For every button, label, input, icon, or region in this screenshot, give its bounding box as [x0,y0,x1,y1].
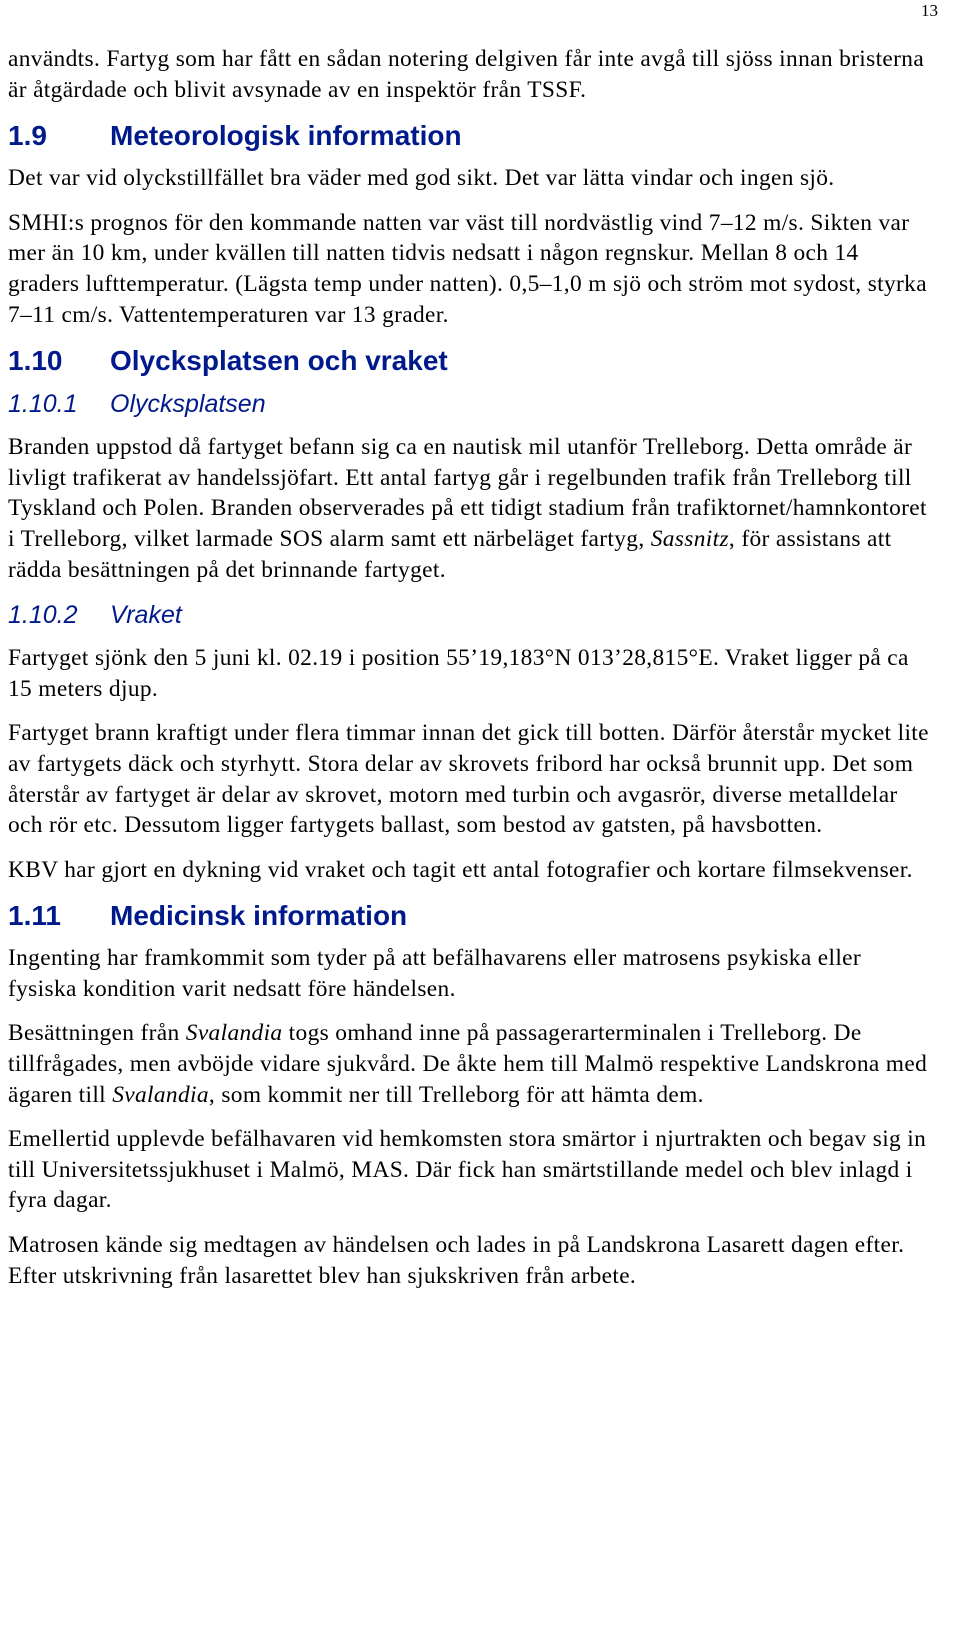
section-heading-1-10 [8,344,933,378]
section-title: Medicinsk information [110,900,408,932]
paragraph: Det var vid olyckstillfället bra väder med god sikt. Det var lätta vindar och ingen sjö. [8,165,835,192]
text-run: Branden uppstod då fartyget befann sig ca en nautisk mil utanför Trelleborg. Detta område är livligt trafikerat av handelssjöfart. Ett antal fartyg går i regelbunden trafik från Trelleborg till Tyskland och Polen. Branden observerades på ett tidigt stadium från trafiktornet/hamnkontoret i Trelleborg, vilket larmade SOS alarm samt ett närbeläget fartyg, [8,434,927,552]
ship-name: Svalandia [112,1081,209,1108]
ship-name: Svalandia [185,1020,283,1047]
paragraph [8,432,933,585]
text-run: togs omhand inne på passagerarterminalen i Trelleborg. De tillfrågades, men avböjde vidare sjukvård. De åkte hem till Malmö respektive Landskrona med ägaren till [8,1020,928,1108]
intro-paragraph: användts. Fartyg som har fått en sådan notering delgiven får inte avgå till sjöss innan bristerna är åtgärdade och blivit avsynade av en inspektör från TSSF. [8,46,925,103]
text-run: Besättningen från [8,1020,186,1047]
paragraph: Emellertid upplevde befälhavaren vid hemkomsten stora smärtor i njurtrakten och begav sig in till Universitetssjukhuset i Malmö, MAS. Där fick han smärtstillande medel och blev inlagd i fyra dagar. [8,1126,927,1214]
section-number: 1.10 [8,345,63,377]
section-title: Meteorologisk information [110,120,462,152]
paragraph: KBV har gjort en dykning vid vraket och tagit ett antal fotografier och kortare filmsekvenser. [8,856,913,883]
section-number: 1.11 [8,900,61,932]
section-heading-1-11 [8,899,933,933]
section-heading-1-9 [8,119,933,153]
text-run: , för assistans att rädda besättningen på det brinnande fartyget. [8,525,892,583]
paragraph [8,1018,933,1110]
paragraph: Fartyget brann kraftigt under flera timmar innan det gick till botten. Därför återstår mycket lite av fartygets däck och styrhytt. Stora delar av skrovets fribord har också brunnit upp. Det som återstår av fartyget är delar av skrovet, motorn med turbin och avgasrör, diverse metalldelar och rör etc. Dessutom ligger fartygets ballast, som bestod av gatsten, på havsbotten. [8,720,929,839]
subsection-title: Olycksplatsen [110,390,266,419]
subsection-title: Vraket [110,601,182,630]
paragraph: Ingenting har framkommit som tyder på att befälhavarens eller matrosens psykiska eller fysiska kondition varit nedsatt före händelsen. [8,945,862,1002]
section-number: 1.9 [8,120,47,152]
text-run: , som kommit ner till Trelleborg för att hämta dem. [208,1081,704,1108]
ship-name: Sassnitz [650,525,729,552]
page-number: 13 [921,1,938,20]
document-body [8,44,933,1305]
subsection-heading-1-10-1 [8,388,933,420]
paragraph: Matrosen kände sig medtagen av händelsen och lades in på Landskrona Lasarett dagen efter. Efter utskrivning från lasarettet blev han sjukskriven från arbete. [8,1232,905,1289]
subsection-number: 1.10.1 [8,390,78,419]
subsection-heading-1-10-2 [8,599,933,631]
paragraph: Fartyget sjönk den 5 juni kl. 02.19 i position 55’19,183°N 013’28,815°E. Vraket ligger på ca 15 meters djup. [8,645,909,702]
subsection-number: 1.10.2 [8,601,78,630]
paragraph: SMHI:s prognos för den kommande natten var väst till nordvästlig vind 7–12 m/s. Sikten var mer än 10 km, under kvällen till natten tidvis nedsatt i någon regnskur. Mellan 8 och 14 graders lufttemperatur. (Lägsta temp under natten). 0,5–1,0 m sjö och ström mot sydost, styrka 7–11 cm/s. Vattentemperaturen var 13 grader. [8,209,927,328]
section-title: Olycksplatsen och vraket [110,345,448,377]
